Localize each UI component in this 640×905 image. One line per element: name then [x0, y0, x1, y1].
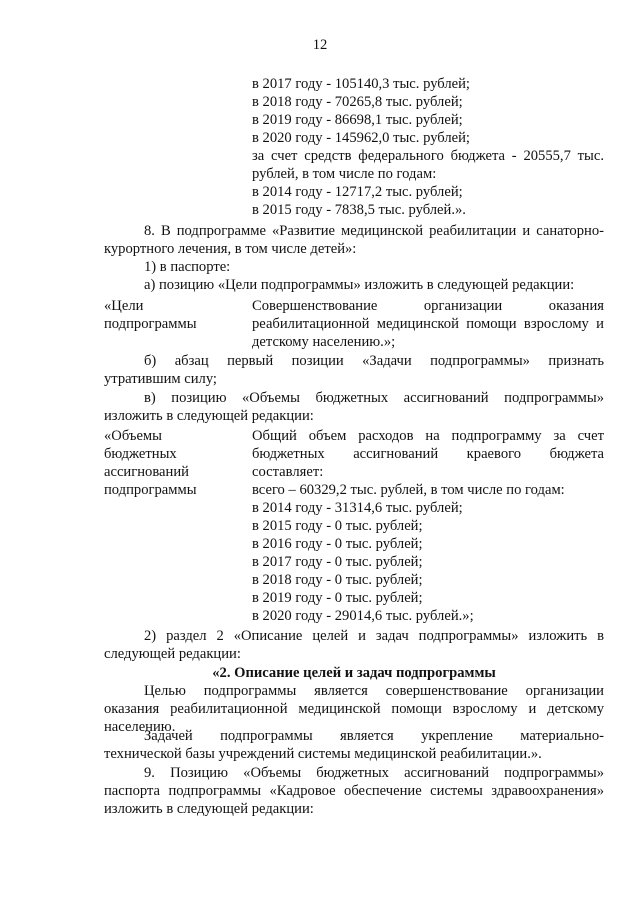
goal-paragraph-line: Целью подпрограммы является совершенствование организации: [144, 683, 604, 699]
federal-budget-line: за счет средств федерального бюджета - 20555,7 тыс.: [252, 148, 604, 164]
list-item: в 2014 году - 12717,2 тыс. рублей;: [252, 184, 463, 200]
item-2-line: следующей редакции:: [104, 646, 241, 662]
task-paragraph-line: технической базы учреждений системы медицинской реабилитации.».: [104, 746, 542, 762]
federal-budget-line-cont: рублей, в том числе по годам:: [252, 166, 437, 182]
top-year-list: [252, 75, 604, 219]
item-v: [104, 389, 604, 425]
goals-text-line: Совершенствование организации оказания: [252, 298, 604, 314]
task-paragraph-line: Задачей подпрограммы является укрепление материально-: [144, 728, 604, 744]
goals-label-line: «Цели: [104, 298, 144, 314]
section-heading: «2. Описание целей и задач подпрограммы: [212, 665, 496, 681]
goals-text-line: реабилитационной медицинской помощи взрослому и: [252, 316, 604, 332]
goals-label: [104, 297, 244, 333]
item-b-line: утратившим силу;: [104, 371, 217, 387]
list-item: в 2017 году - 105140,3 тыс. рублей;: [252, 76, 470, 92]
item-8-line: 8. В подпрограмме «Развитие медицинской реабилитации и санаторно-: [144, 223, 604, 239]
goals-label-line: подпрограммы: [104, 316, 197, 332]
list-item: в 2018 году - 0 тыс. рублей;: [252, 572, 423, 588]
item-v-line: в) позицию «Объемы бюджетных ассигнований подпрограммы»: [144, 390, 604, 406]
item-9-line: паспорта подпрограммы «Кадровое обеспечение системы здравоохранения»: [104, 783, 604, 799]
item-2-line: 2) раздел 2 «Описание целей и задач подпрограммы» изложить в: [144, 628, 604, 644]
item-9-line: 9. Позицию «Объемы бюджетных ассигнований подпрограммы»: [144, 765, 604, 781]
item-8-line: курортного лечения, в том числе детей»:: [104, 241, 357, 257]
volume-text-line: Общий объем расходов на подпрограмму за счет: [252, 428, 604, 444]
volume-text-line: бюджетных ассигнований краевого бюджета: [252, 446, 604, 462]
item-8-sub-1: 1) в паспорте:: [144, 259, 231, 275]
list-item: в 2014 году - 31314,6 тыс. рублей;: [252, 500, 463, 516]
item-8: [104, 222, 604, 294]
volume-label-line: ассигнований: [104, 464, 189, 480]
list-item: в 2017 году - 0 тыс. рублей;: [252, 554, 423, 570]
item-v-line: изложить в следующей редакции:: [104, 408, 314, 424]
volume-label-line: подпрограммы: [104, 482, 197, 498]
list-item: в 2020 году - 29014,6 тыс. рублей.»;: [252, 608, 474, 624]
item-2: [104, 627, 604, 663]
goal-paragraph-line: населению.: [104, 719, 176, 735]
item-9: [104, 764, 604, 818]
volume-label-line: бюджетных: [104, 446, 177, 462]
volume-label-line: «Объемы: [104, 428, 162, 444]
list-item: в 2019 году - 86698,1 тыс. рублей;: [252, 112, 463, 128]
item-b-line: б) абзац первый позиции «Задачи подпрограммы» признать: [144, 353, 604, 369]
task-paragraph: [104, 727, 604, 763]
item-9-line: изложить в следующей редакции:: [104, 801, 314, 817]
list-item: в 2015 году - 0 тыс. рублей;: [252, 518, 423, 534]
page-number: 12: [312, 37, 328, 53]
list-item: в 2016 году - 0 тыс. рублей;: [252, 536, 423, 552]
volume-text-line: составляет:: [252, 464, 324, 480]
item-8-sub-a: а) позицию «Цели подпрограммы» изложить в следующей редакции:: [144, 277, 575, 293]
list-item: в 2020 году - 145962,0 тыс. рублей;: [252, 130, 470, 146]
volume-label: [104, 427, 244, 499]
goals-text-line: детскому населению.»;: [252, 334, 396, 350]
list-item: в 2018 году - 70265,8 тыс. рублей;: [252, 94, 463, 110]
item-b: [104, 352, 604, 388]
goals-text: [252, 297, 604, 351]
volume-text: [252, 427, 604, 625]
list-item: в 2019 году - 0 тыс. рублей;: [252, 590, 423, 606]
goal-paragraph-line: оказания реабилитационной медицинской помощи взрослому и детскому: [104, 701, 604, 717]
list-item: в 2015 году - 7838,5 тыс. рублей.».: [252, 202, 466, 218]
volume-total: всего – 60329,2 тыс. рублей, в том числе по годам:: [252, 482, 565, 498]
